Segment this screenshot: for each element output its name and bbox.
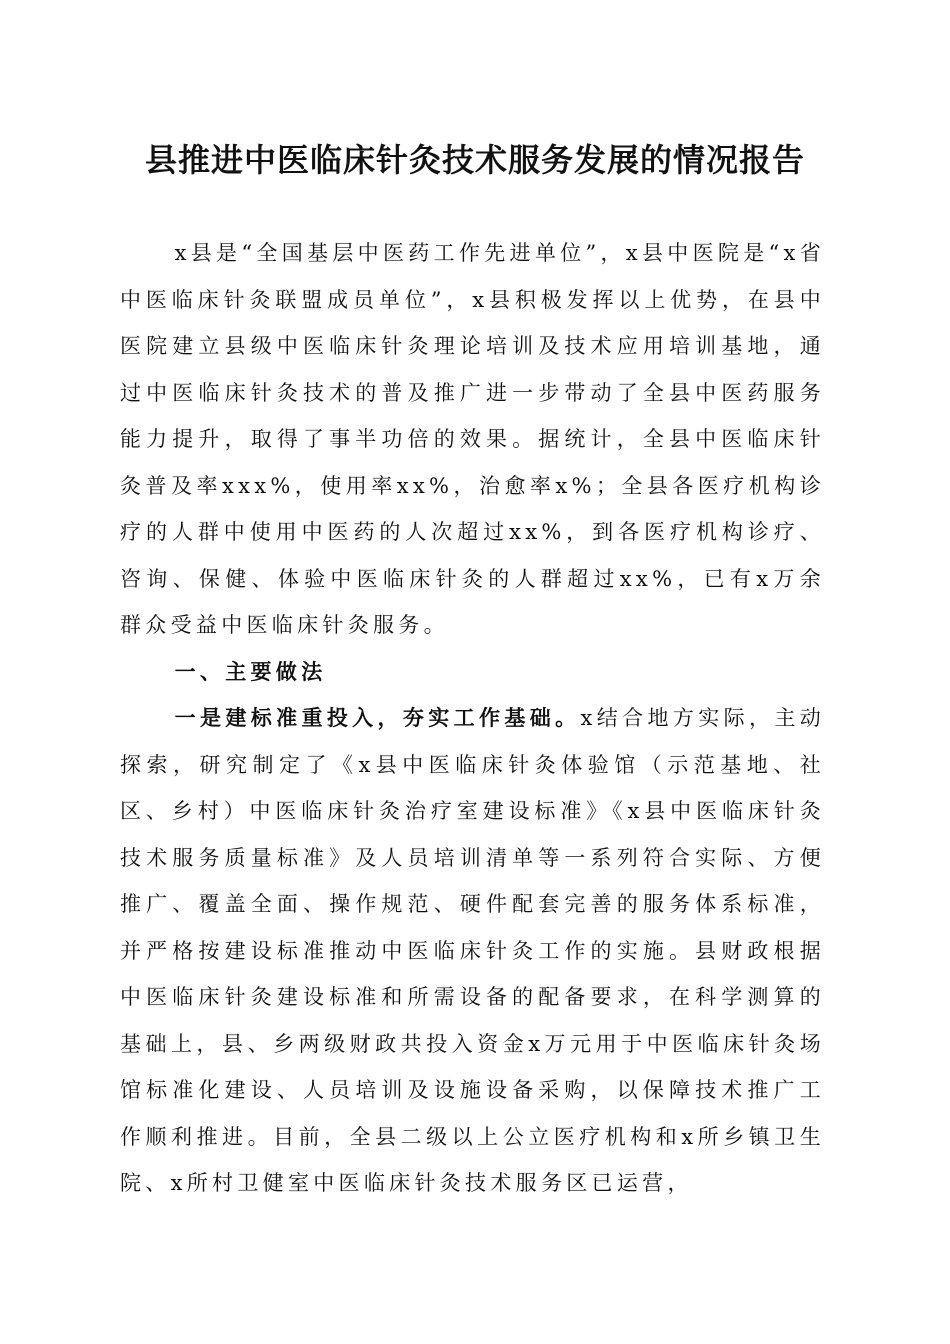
paragraph-lead: 一是建标准重投入，夯实工作基础。: [174, 706, 581, 730]
section-heading: 一、主要做法: [174, 659, 327, 684]
paragraph-text: x结合地方实际，主动探索，研究制定了《x县中医临床针灸体验馆（示范基地、社区、乡村）中医临床针灸治疗室建设标准》《x县中医临床针灸技术服务质量标准》及人员培训清单等一系列符合实际、方便推广、覆盖全面、操作规范、硬件配套完善的服务体系标准，并严格按建设标准推动中医临床针灸工作的实施。县财政根据中医临床针灸建设标准和所需设备的配备要求，在科学测算的基础上，县、乡两级财政共投入资金x万元用于中医临床针灸场馆标准化建设、人员培训及设施设备采购，以保障技术推广工作顺利推进。目前，全县二级以上公立医疗机构和x所乡镇卫生院、x所村卫健室中医临床针灸技术服务区已运营，: [120, 706, 825, 1195]
section-paragraph: [120, 695, 825, 1207]
document-title: 县推进中医临床针灸技术服务发展的情况报告: [144, 141, 805, 179]
document-body: [120, 230, 825, 1207]
intro-paragraph: x县是“全国基层中医药工作先进单位”，x县中医院是“x省中医临床针灸联盟成员单位”，x县积极发挥以上优势，在县中医院建立县级中医临床针灸理论培训及技术应用培训基地，通过中医临床针灸技术的普及推广进一步带动了全县中医药服务能力提升，取得了事半功倍的效果。据统计，全县中医临床针灸普及率xxx%，使用率xx%，治愈率x%；全县各医疗机构诊疗的人群中使用中医药的人次超过xx%，到各医疗机构诊疗、咨询、保健、体验中医临床针灸的人群超过xx%，已有x万余群众受益中医临床针灸服务。: [120, 241, 825, 637]
